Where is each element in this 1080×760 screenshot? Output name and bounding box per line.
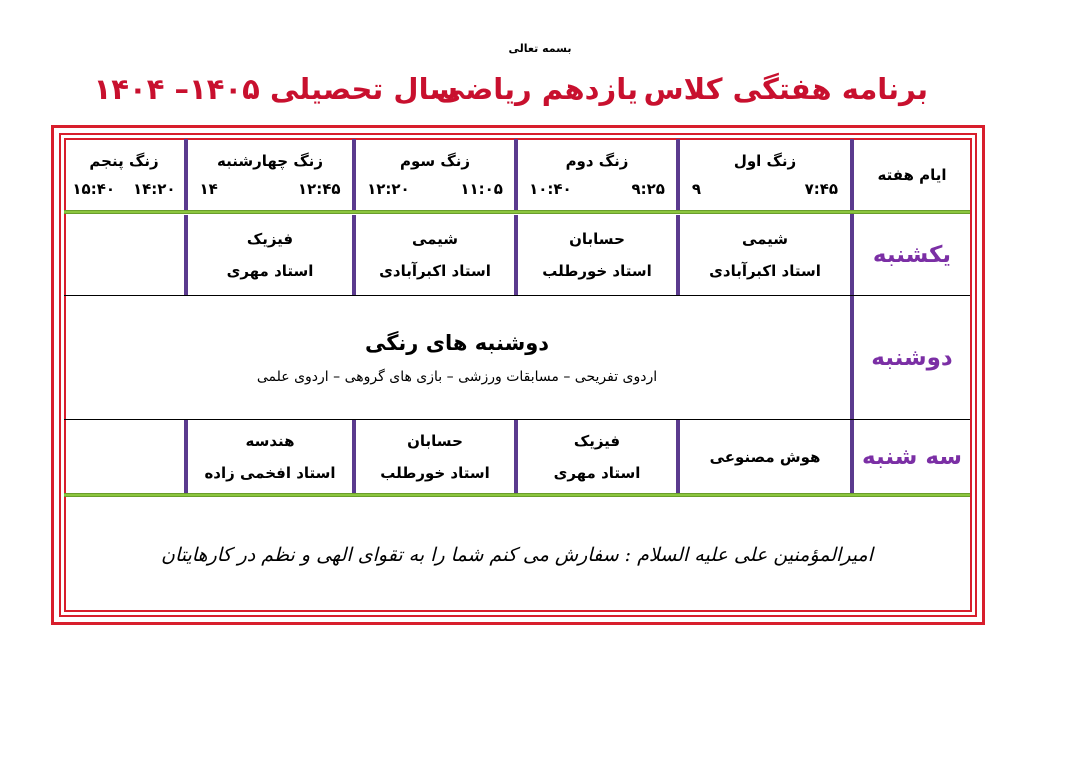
banner-subtitle: اردوی تفریحی – مسابقات ورزشی – بازی های گروهی – اردوی علمی: [256, 368, 658, 385]
day-tuesday: سه شنبه: [862, 443, 962, 470]
header-bell-4: زنگ چهارشنبه ۱۲:۴۵ ۱۴: [199, 151, 341, 198]
class-cell: فیزیک استاد مهری: [226, 230, 314, 280]
day-monday: دوشنبه: [871, 344, 953, 371]
header-bell-2: زنگ دوم ۹:۲۵ ۱۰:۴۰: [529, 151, 665, 198]
class-cell: حسابان استاد خورطلب: [380, 431, 490, 482]
days-label: ایام هفته: [877, 165, 947, 184]
bismillah-heading: بسمه تعالی: [508, 42, 572, 55]
class-cell: شیمی استاد اکبرآبادی: [379, 230, 491, 280]
class-cell: شیمی استاد اکبرآبادی: [709, 230, 821, 280]
header-bell-3: زنگ سوم ۱۱:۰۵ ۱۲:۲۰: [367, 151, 503, 198]
monday-activities-banner: [64, 296, 850, 419]
title-part-grade: یازدهم ریاضی: [435, 72, 638, 106]
class-cell: حسابان استاد خورطلب: [542, 230, 652, 280]
title-part-year: سال تحصیلی ۱۴۰۵– ۱۴۰۴: [93, 72, 458, 106]
header-bell-1: زنگ اول ۷:۴۵ ۹: [691, 151, 839, 198]
schedule-title: [93, 72, 928, 116]
imam-ali-quote: امیرالمؤمنین علی علیه السلام : سفارش می کنم شما را به تقوای الهی و نظم در کارهایتان: [161, 544, 873, 566]
class-cell: فیزیک استاد مهری: [553, 431, 641, 482]
day-sunday: یکشنبه: [872, 242, 952, 268]
schedule-table: [64, 139, 970, 611]
class-cell: هندسه استاد افخمی زاده: [204, 431, 336, 482]
quote-row: [64, 499, 970, 611]
header-days: [854, 139, 970, 210]
header-bell-5: زنگ پنجم ۱۴:۲۰ ۱۵:۴۰: [72, 151, 176, 198]
title-part-class-schedule: برنامه هفتگی کلاس: [643, 72, 928, 106]
class-cell: هوش مصنوعی: [709, 447, 821, 466]
banner-title: دوشنبه های رنگی: [364, 330, 550, 355]
